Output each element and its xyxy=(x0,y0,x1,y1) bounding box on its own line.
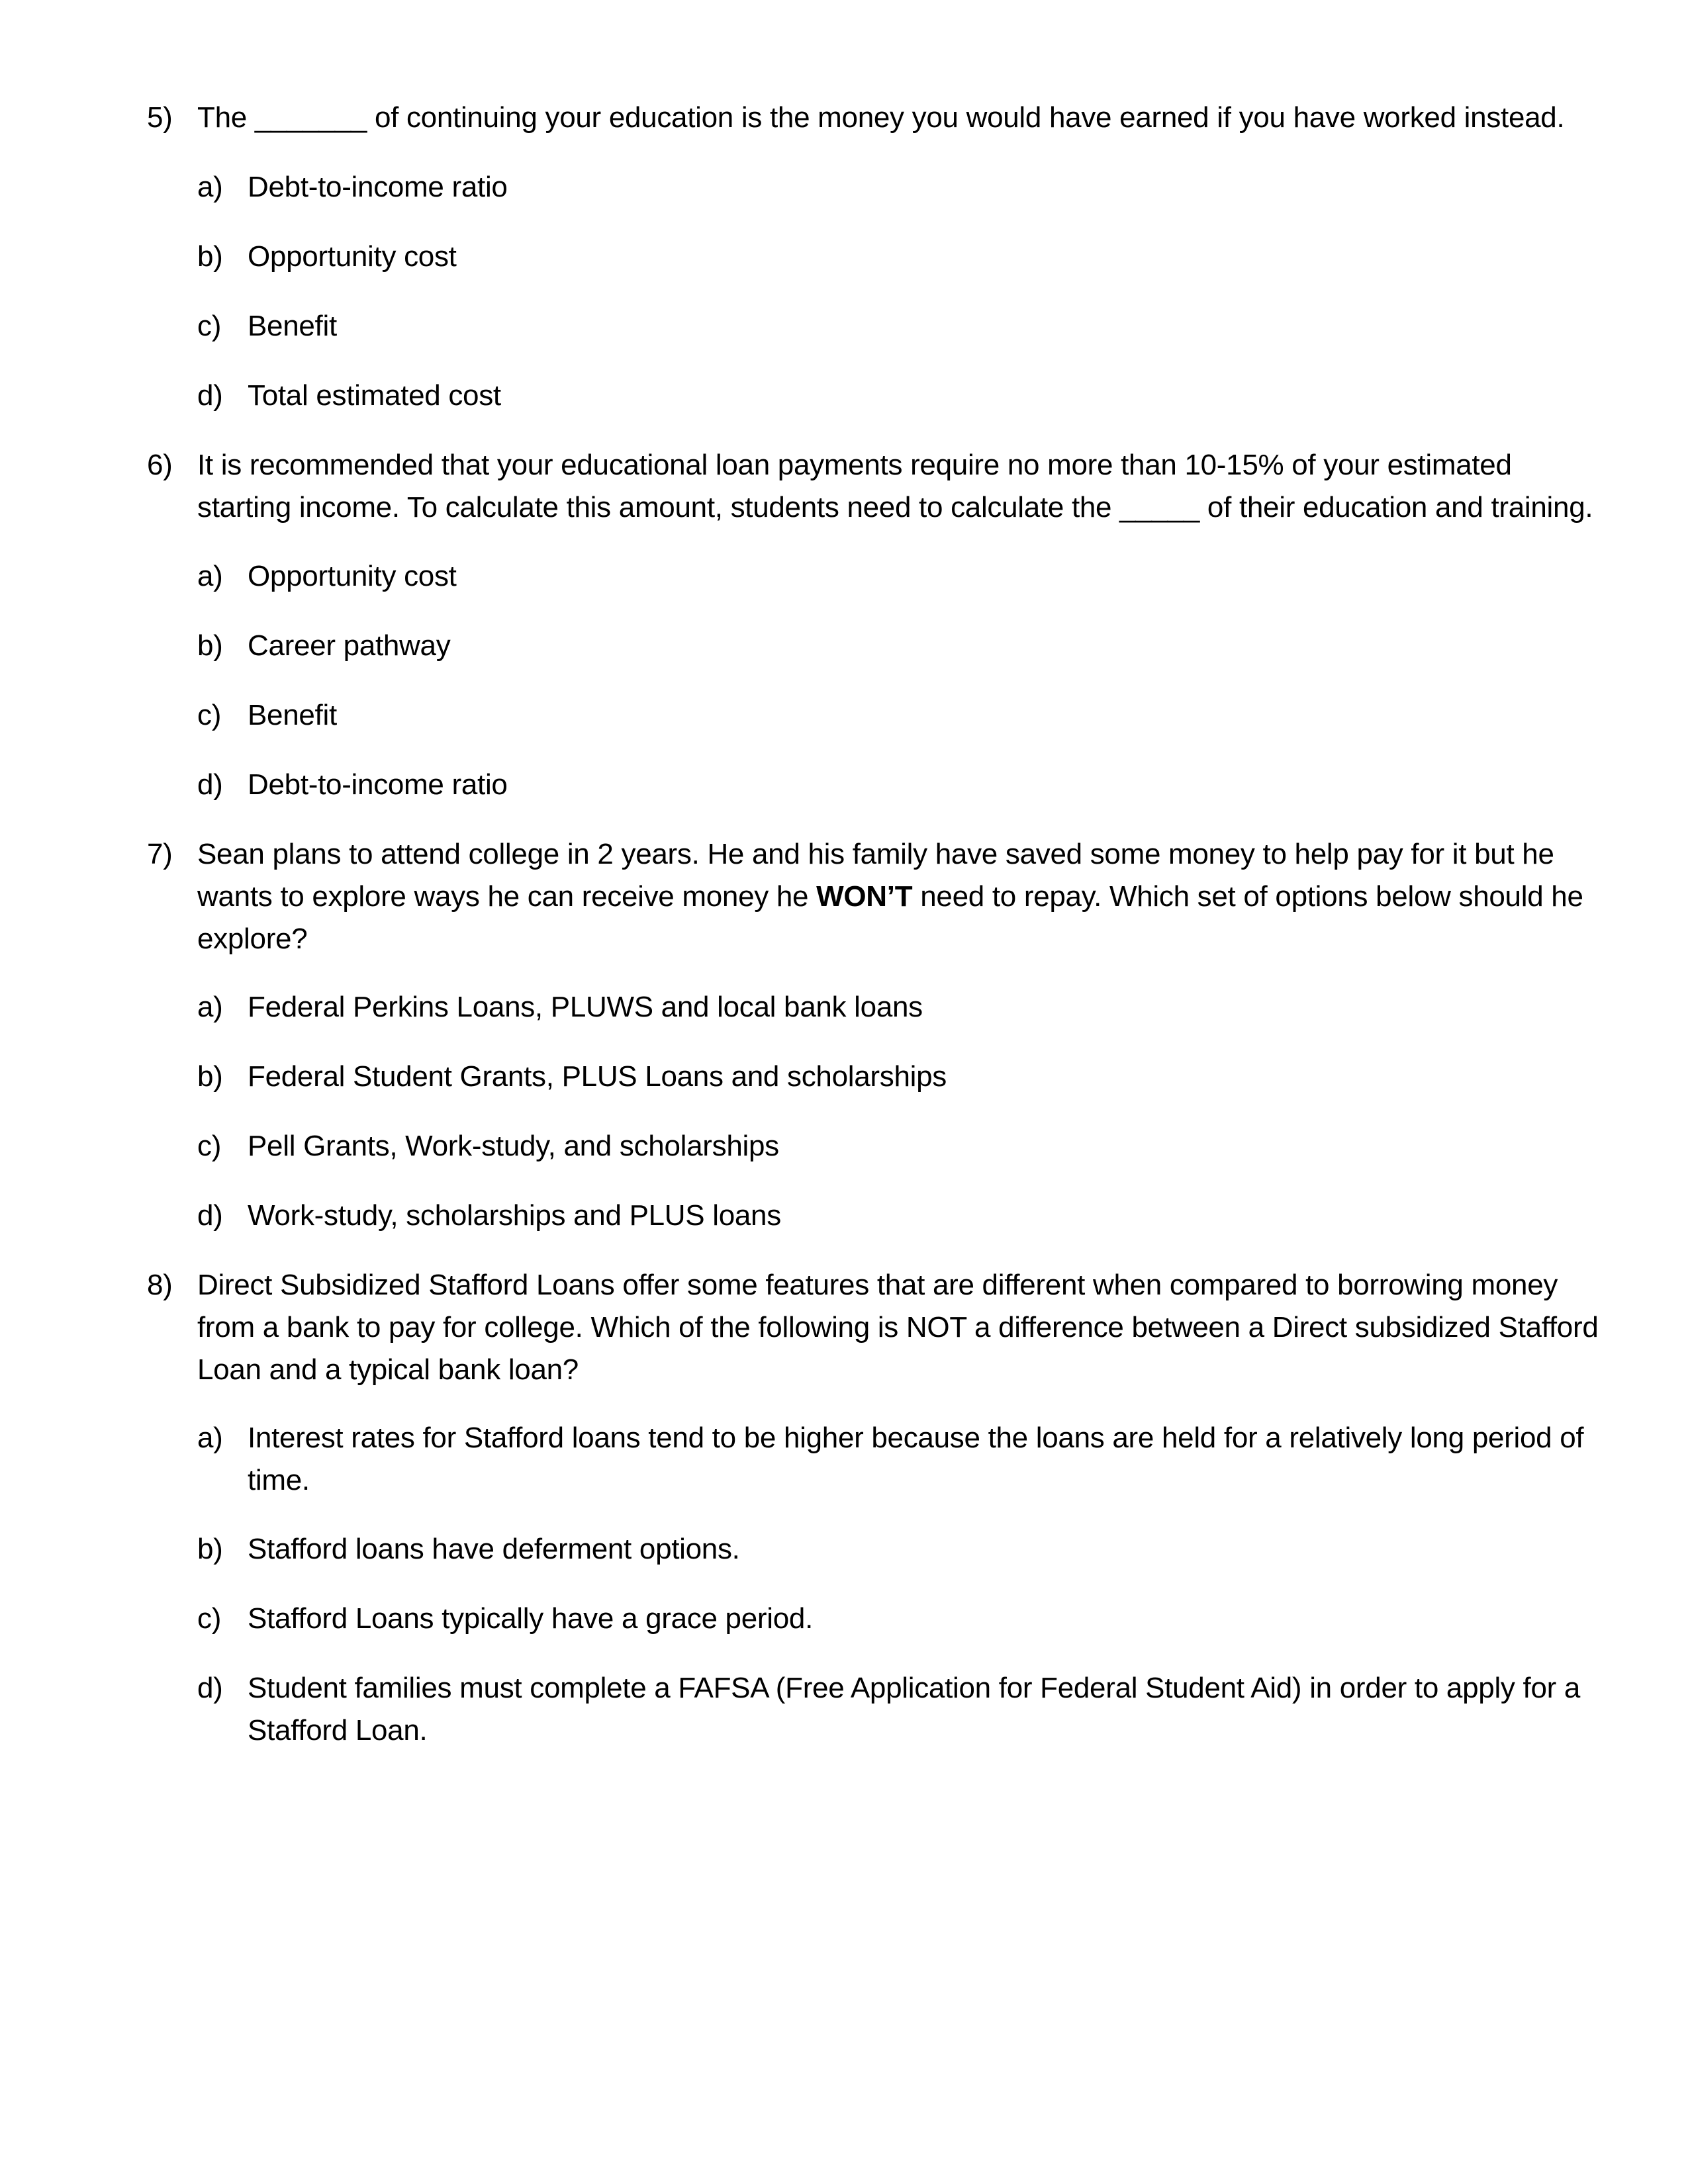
option-letter: c) xyxy=(197,1130,222,1162)
option-text: Interest rates for Stafford loans tend to be higher because the loans are held for a relatively long period of time. xyxy=(248,1422,1584,1496)
question-number: 5) xyxy=(147,101,173,134)
option-letter: c) xyxy=(197,310,222,342)
question-7 xyxy=(147,833,1603,960)
question-8-option-b xyxy=(197,1528,1594,1570)
option-letter: a) xyxy=(197,171,223,203)
option-text: Stafford loans have deferment options. xyxy=(248,1533,740,1565)
question-number: 7) xyxy=(147,838,173,870)
question-5-option-a xyxy=(197,166,1594,208)
question-number: 8) xyxy=(147,1269,173,1301)
option-text: Pell Grants, Work-study, and scholarships xyxy=(248,1130,779,1162)
question-8 xyxy=(147,1264,1603,1391)
option-text: Stafford Loans typically have a grace period. xyxy=(248,1602,813,1635)
question-5 xyxy=(147,97,1603,139)
option-letter: a) xyxy=(197,1422,223,1454)
question-text: The _______ of continuing your education is the money you would have earned if you have worked instead. xyxy=(197,101,1565,134)
question-7-option-b xyxy=(197,1056,1594,1098)
option-text: Total estimated cost xyxy=(248,379,501,412)
option-letter: c) xyxy=(197,1602,222,1635)
option-text: Federal Perkins Loans, PLUWS and local bank loans xyxy=(248,991,923,1023)
option-letter: d) xyxy=(197,1672,223,1704)
option-text: Benefit xyxy=(248,310,337,342)
option-text: Work-study, scholarships and PLUS loans xyxy=(248,1199,781,1232)
option-letter: a) xyxy=(197,991,223,1023)
question-number: 6) xyxy=(147,449,173,481)
option-letter: b) xyxy=(197,240,223,273)
option-letter: d) xyxy=(197,768,223,801)
question-6 xyxy=(147,444,1603,529)
option-letter: b) xyxy=(197,629,223,662)
option-letter: b) xyxy=(197,1060,223,1093)
option-letter: d) xyxy=(197,379,223,412)
question-5-option-b xyxy=(197,236,1594,278)
option-text: Career pathway xyxy=(248,629,451,662)
question-text-part: need to repay. Which set of options below should he explore? xyxy=(197,880,1583,955)
question-text-part: Sean plans to attend college in 2 years. He and his family have saved some money to help pay for it but he wants to explore ways he can receive money he xyxy=(197,838,1554,913)
question-5-option-c xyxy=(197,305,1594,347)
question-6-option-a xyxy=(197,555,1594,598)
question-text xyxy=(197,833,1603,960)
option-text: Student families must complete a FAFSA (Free Application for Federal Student Aid) in order to apply for a Stafford Loan. xyxy=(248,1672,1581,1747)
question-7-option-a xyxy=(197,986,1594,1028)
option-letter: b) xyxy=(197,1533,223,1565)
option-text: Debt-to-income ratio xyxy=(248,171,508,203)
option-letter: a) xyxy=(197,560,223,592)
question-7-option-d xyxy=(197,1195,1594,1237)
question-8-option-d xyxy=(197,1667,1594,1752)
option-letter: d) xyxy=(197,1199,223,1232)
question-6-option-d xyxy=(197,764,1594,806)
question-6-option-c xyxy=(197,694,1594,737)
question-7-option-c xyxy=(197,1125,1594,1167)
question-5-option-d xyxy=(197,375,1594,417)
option-text: Federal Student Grants, PLUS Loans and scholarships xyxy=(248,1060,947,1093)
question-text: It is recommended that your educational loan payments require no more than 10-15% of your estimated starting income. To calculate this amount, students need to calculate the _____ of their education and training. xyxy=(197,449,1593,523)
option-text: Debt-to-income ratio xyxy=(248,768,508,801)
option-text: Benefit xyxy=(248,699,337,731)
question-8-option-c xyxy=(197,1598,1594,1640)
emphasis-text: WON’T xyxy=(816,880,913,913)
question-8-option-a xyxy=(197,1417,1594,1502)
option-letter: c) xyxy=(197,699,222,731)
option-text: Opportunity cost xyxy=(248,560,457,592)
option-text: Opportunity cost xyxy=(248,240,457,273)
question-6-option-b xyxy=(197,625,1594,667)
question-text: Direct Subsidized Stafford Loans offer some features that are different when compared to borrowing money from a bank to pay for college. Which of the following is NOT a difference between a Direct subsidized Stafford Loan and a typical bank loan? xyxy=(197,1269,1599,1386)
